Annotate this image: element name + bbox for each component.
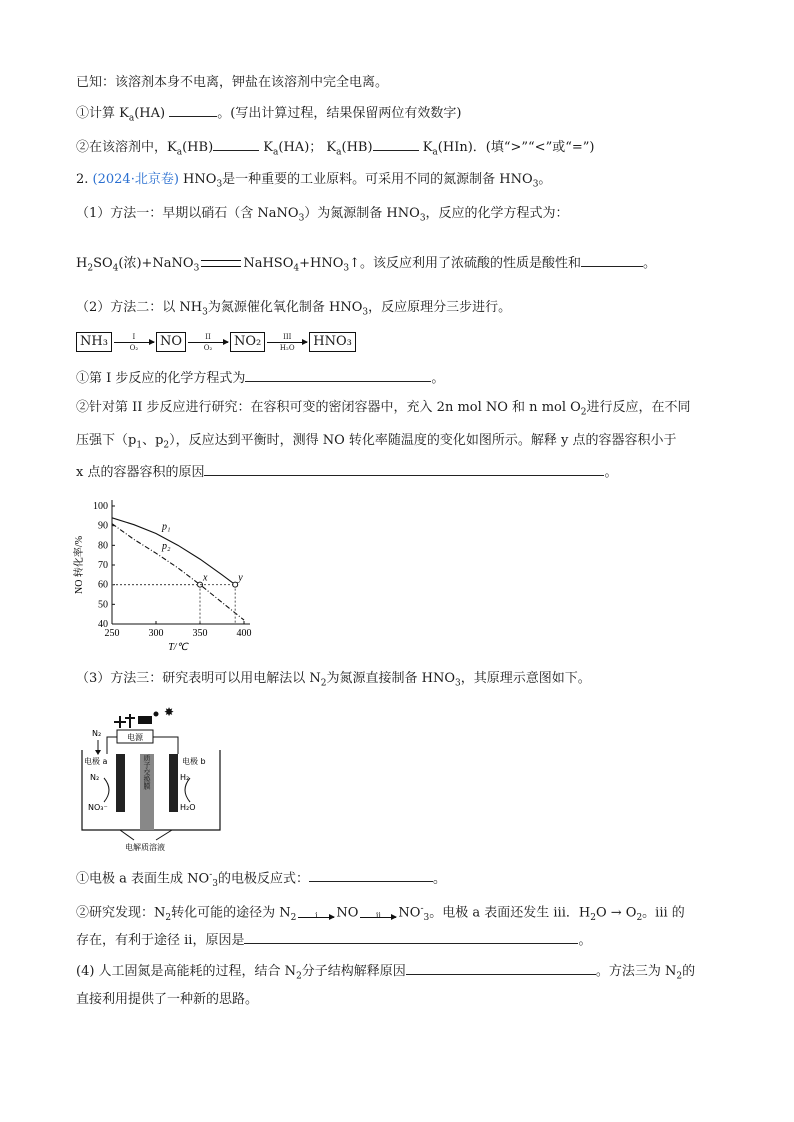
arrow-label: H₂O — [279, 343, 295, 352]
text: (浓)+NaNO — [118, 256, 194, 271]
text: NaHSO — [243, 256, 294, 271]
point-label-x: x — [203, 572, 208, 584]
arrow-path-ii: ii — [360, 912, 396, 913]
sub-q-1 — [76, 367, 444, 389]
method-3: （3）方法三：研究表明可以用电解法以 $N_2$为氮源直接制备 $HNO_3$，其原理示意图如下。 — [76, 671, 591, 689]
text: 分子结构解释原因 — [301, 964, 406, 979]
sub: 3 — [298, 213, 305, 224]
text: （1）方法一：早期以硝石（含 NaNO — [76, 206, 299, 221]
y-tick-label: 50 — [98, 599, 108, 611]
electrode-a-label: 电极 a — [84, 757, 108, 766]
text: (HA)； — [278, 140, 323, 155]
electrode-b-label: 电极 b — [182, 757, 206, 766]
n2-label: N₂ — [90, 773, 100, 782]
method-2 — [76, 298, 511, 323]
sub: 3 — [202, 307, 208, 318]
source-tag: (2024·北京卷) — [92, 172, 179, 187]
question-number: 2. — [76, 172, 89, 187]
box-nh3: NH₃ — [76, 332, 112, 352]
answer-blank[interactable] — [245, 367, 431, 382]
text: 。 — [432, 871, 446, 887]
text: K — [326, 140, 337, 155]
sub: 3 — [216, 179, 223, 190]
method-4-cont: 直接利用提供了一种新的思路。 — [76, 992, 259, 1007]
text: 的电极反应式： — [217, 871, 309, 887]
text: ，反应的化学方程式为： — [425, 206, 569, 221]
equals-sign — [201, 260, 241, 267]
series-label-1: p₁ — [162, 521, 171, 533]
text: 存在，有利于途径 ii，原因是 — [76, 933, 245, 948]
answer-blank[interactable] — [244, 929, 578, 944]
text: K — [422, 140, 433, 155]
arrow-label: II — [205, 332, 211, 341]
point-label-y: y — [238, 572, 243, 584]
text: (HB) — [182, 140, 214, 155]
arrow-step-3 — [265, 333, 309, 352]
text: NO — [398, 905, 421, 921]
answer-blank[interactable] — [406, 960, 596, 975]
answer-blank[interactable] — [169, 102, 217, 117]
text: ①第 I 步反应的化学方程式为 — [76, 371, 246, 386]
text: 进行反应，在不同 — [586, 400, 691, 415]
point-y — [233, 582, 238, 587]
box-no: NO — [156, 332, 186, 352]
arrow-step-1 — [112, 333, 156, 352]
text: ），反应达到平衡时，测得 NO 转化率随温度的变化如图所示。解释 y 点的容器容积小于 — [169, 433, 677, 448]
sub: 3 — [532, 179, 539, 190]
text: H — [76, 256, 88, 271]
x-axis-label: T/℃ — [168, 642, 188, 652]
text: HNO — [178, 172, 217, 187]
text: (4) 人工固氮是高能耗的过程，结合 N — [76, 964, 297, 979]
sub: a — [176, 147, 183, 158]
y-tick-label: 100 — [93, 501, 108, 512]
sub: a — [128, 113, 135, 124]
sub-q-2c — [76, 461, 617, 483]
sub-q-2b: 压强下（$p_1$、$p_2$），反应达到平衡时，测得 NO 转化率随温度的变化如图所示。解释 y 点的容器容积小于 — [76, 433, 677, 451]
text: （3）方法三：研究表明可以用电解法以 N — [76, 671, 321, 686]
h2-label: H₂ — [180, 773, 190, 782]
text: 、p — [142, 433, 164, 448]
text: 。 — [578, 933, 592, 948]
sub: 3 — [362, 307, 369, 318]
text: O → O — [595, 905, 637, 921]
sub: 3 — [419, 213, 426, 224]
text: 。 — [538, 172, 552, 187]
x-tick-label: 250 — [104, 628, 120, 639]
text: 。(写出计算过程，结果保留两位有效数字) — [217, 106, 462, 121]
answer-blank[interactable] — [373, 136, 419, 151]
electrode-a — [116, 754, 125, 812]
y-tick-label: 70 — [98, 560, 108, 571]
text: 压强下（p — [76, 433, 137, 448]
text: (HB) — [341, 140, 373, 155]
box-hno3: HNO₃ — [309, 332, 356, 352]
answer-blank[interactable] — [309, 867, 433, 882]
text: ②研究发现：N — [76, 905, 166, 921]
text: 。iii 的 — [642, 905, 685, 921]
text: NO — [336, 905, 359, 921]
sub: a — [432, 147, 438, 158]
text: ↑。该反应利用了浓硫酸的性质是酸性和 — [349, 256, 581, 271]
y-axis-label: NO 转化率/% — [74, 535, 85, 595]
text: SO — [93, 256, 113, 271]
no-conversion-chart — [72, 492, 262, 652]
sub-q-3-3 — [76, 929, 591, 951]
membrane-label: 质子交换膜 — [143, 754, 151, 790]
power-label: 电源 — [127, 733, 143, 742]
h2o-label: H₂O — [180, 803, 196, 812]
arrow-label: I — [132, 332, 136, 341]
text: 的 — [682, 964, 696, 979]
series-line-1 — [112, 518, 235, 585]
text: (HIn)．(填“>”“<”或“=”) — [437, 140, 595, 155]
question-2-header — [76, 170, 551, 195]
y-tick-label: 80 — [98, 540, 108, 552]
y-tick-label: 40 — [98, 619, 108, 630]
text: ②在该溶剂中， — [76, 140, 168, 155]
text: K — [263, 140, 274, 155]
line-known: 已知：该溶剂本身不电离，钾盐在该溶剂中完全电离。 — [76, 75, 389, 90]
text: ，其原理示意图如下。 — [460, 671, 591, 686]
text: K — [167, 140, 177, 155]
text: ①电极 a 表面生成 NO — [76, 871, 210, 887]
text: （2）方法二：以 NH — [76, 300, 203, 315]
x-tick-label: 300 — [148, 628, 164, 639]
text: ）为氮源制备 HNO — [304, 206, 420, 221]
electrolyte-label: 电解质溶液 — [125, 843, 165, 852]
line-compare — [76, 136, 594, 163]
electrolysis-diagram — [72, 702, 262, 852]
y-tick-label: 90 — [98, 520, 108, 532]
sub-q-3-1: ①电极 a 表面生成 $NO^-_3$的电极反应式： 。 — [76, 865, 446, 894]
text: ，反应原理分三步进行。 — [368, 300, 512, 315]
reaction-sequence — [76, 332, 356, 352]
text: 。方法三为 N — [595, 964, 677, 979]
box-no2: NO₂ — [230, 332, 265, 352]
no3-label: NO₃⁻ — [88, 803, 108, 812]
equation-1: $H_2SO_4$(浓)+NaNO$_3$ $NaHSO_4+HNO_3↑$。该反应利用了浓硫酸的性质是酸性和 。 — [76, 252, 656, 279]
sub-q-3-2: ②研究发现：$N_2$转化可能的途径为 $N_2$ i NO ii $NO^-_3$。电极 a 表面还发生 iii．$H_2O \to O_2$。iii 的 — [76, 904, 685, 923]
text: 。 — [604, 465, 618, 480]
text: 是一种重要的工业原料。可采用不同的氮源制备 HNO — [222, 172, 533, 187]
text: 。 — [431, 371, 445, 386]
text: +HNO — [299, 256, 344, 271]
series-label-2: p₂ — [162, 541, 171, 553]
method-4: (4) 人工固氮是高能耗的过程，结合 $N_2$分子结构解释原因 。方法三为 $N_2$的 — [76, 960, 695, 987]
text: 为氮源催化氧化制备 HNO — [207, 300, 363, 315]
answer-blank[interactable] — [213, 136, 259, 151]
arrow-label: O₂ — [129, 343, 139, 352]
text: ①计算 K — [76, 106, 129, 121]
arrow-label: O₂ — [203, 343, 213, 352]
text: 。 — [643, 256, 657, 271]
x-tick-label: 400 — [236, 628, 252, 639]
sub: a — [336, 147, 342, 158]
power-source-icons — [114, 705, 174, 728]
answer-blank[interactable] — [204, 461, 604, 476]
text: 为氮源直接制备 HNO — [326, 671, 456, 686]
x-tick-label: 350 — [192, 628, 208, 639]
electrode-b — [169, 754, 178, 812]
y-tick-label: 60 — [98, 579, 108, 591]
n2-inlet-label: N₂ — [92, 729, 102, 738]
answer-blank[interactable] — [581, 252, 643, 267]
text: ②针对第 II 步反应进行研究：在容积可变的密闭容器中，充入 2n mol NO 和 n mol O — [76, 400, 581, 415]
arrow-path-i: i — [298, 912, 334, 913]
arrow-label: III — [283, 332, 292, 341]
method-1 — [76, 204, 569, 229]
sub-q-2a: ②针对第 II 步反应进行研究：在容积可变的密闭容器中，充入 2n mol NO 和 n mol $O_2$进行反应，在不同 — [76, 400, 691, 418]
arrow-step-2 — [186, 333, 230, 352]
sub: a — [273, 147, 279, 158]
text: x 点的容器容积的原因 — [76, 465, 205, 480]
line-calc-ka — [76, 102, 461, 129]
text: 。电极 a 表面还发生 iii．H — [429, 905, 591, 921]
text: (HA) — [134, 106, 170, 121]
series-line-2 — [112, 521, 244, 620]
text: 转化可能的途径为 N — [171, 905, 291, 921]
svg-text:✸: ✸ — [164, 705, 175, 719]
